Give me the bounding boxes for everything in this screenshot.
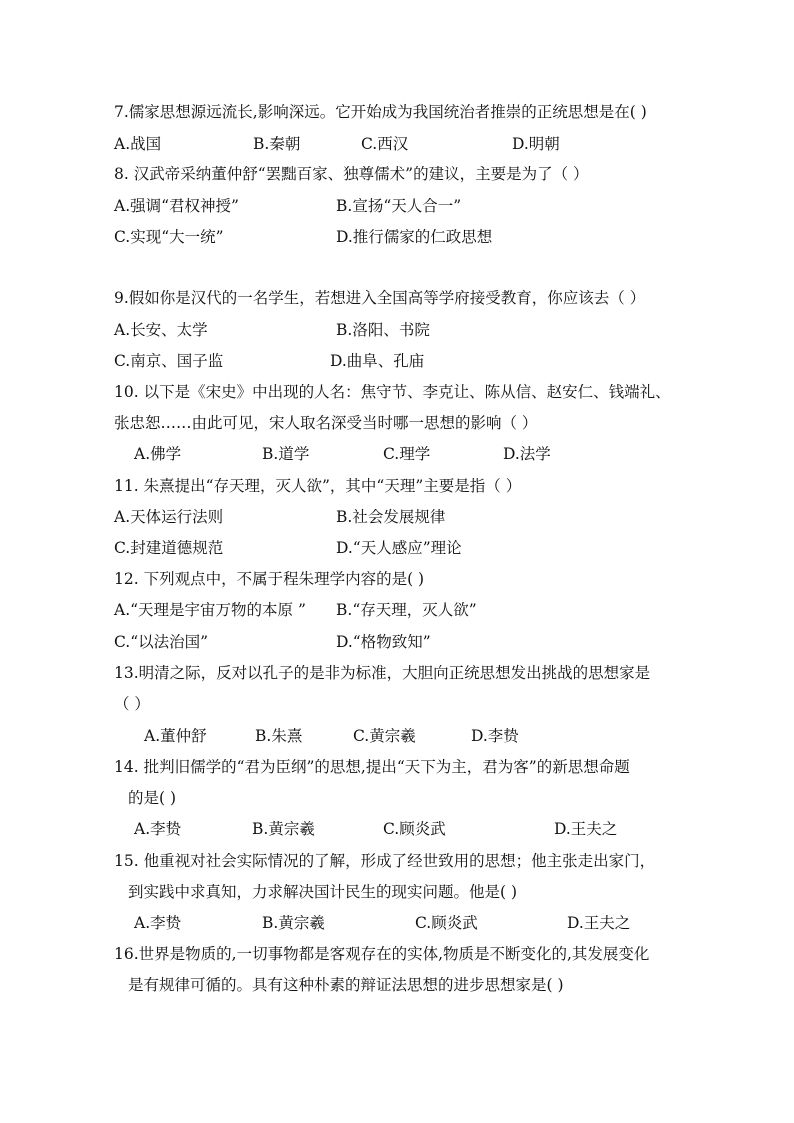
q9-stem: 9.假如你是汉代的一名学生，若想进入全国高等学府接受教育，你应该去（ ） — [114, 289, 646, 307]
q11-option-c[interactable]: C.封建道德规范 — [114, 539, 224, 557]
q11-option-d[interactable]: D.“天人感应”理论 — [336, 539, 462, 557]
q8-option-b[interactable]: B.宣扬“天人合一” — [336, 197, 462, 215]
q13-option-d[interactable]: D.李贽 — [471, 727, 519, 745]
q15-option-a[interactable]: A.李贽 — [134, 914, 182, 932]
q14-option-a[interactable]: A.李贽 — [134, 820, 182, 838]
q10-option-d[interactable]: D.法学 — [503, 445, 551, 463]
q13-option-b[interactable]: B.朱熹 — [255, 727, 303, 745]
q9-option-a[interactable]: A.长安、太学 — [114, 321, 208, 339]
q14-option-b[interactable]: B.黄宗羲 — [252, 820, 315, 838]
q10-option-b[interactable]: B.道学 — [262, 445, 310, 463]
q9-option-d[interactable]: D.曲阜、孔庙 — [330, 352, 425, 370]
q7-option-c[interactable]: C.西汉 — [361, 135, 409, 153]
q15-stem-line1: 15. 他重视对社会实际情况的了解，形成了经世致用的思想；他主张走出家门， — [114, 852, 656, 870]
q12-option-b[interactable]: B.“存天理，灭人欲” — [336, 601, 477, 619]
q14-stem-line2: 的是( ) — [128, 789, 177, 807]
q10-stem-line1: 10. 以下是《宋史》中出现的人名：焦守节、李克让、陈从信、赵安仁、钱端礼、 — [114, 383, 671, 401]
q9-option-c[interactable]: C.南京、国子监 — [114, 352, 224, 370]
q8-option-c[interactable]: C.实现“大一统” — [114, 228, 224, 246]
q10-option-a[interactable]: A.佛学 — [134, 445, 182, 463]
q10-option-c[interactable]: C.理学 — [383, 445, 431, 463]
q12-option-d[interactable]: D.“格物致知” — [336, 633, 431, 651]
q13-option-a[interactable]: A.董仲舒 — [144, 727, 207, 745]
q13-option-c[interactable]: C.黄宗羲 — [353, 727, 416, 745]
q12-stem: 12. 下列观点中，不属于程朱理学内容的是( ) — [114, 570, 425, 588]
q14-option-c[interactable]: C.顾炎武 — [383, 820, 446, 838]
q14-stem-line1: 14. 批判旧儒学的“君为臣纲”的思想,提出“天下为主，君为客”的新思想命题 — [114, 758, 630, 776]
q15-option-b[interactable]: B.黄宗羲 — [262, 914, 325, 932]
q11-option-a[interactable]: A.天体运行法则 — [114, 508, 224, 526]
q15-stem-line2: 到实践中求真知，力求解决国计民生的现实问题。他是( ) — [128, 883, 518, 901]
q11-option-b[interactable]: B.社会发展规律 — [336, 508, 446, 526]
q16-stem-line1: 16.世界是物质的,一切事物都是客观存在的实体,物质是不断变化的,其发展变化 — [114, 945, 650, 963]
q7-stem: 7.儒家思想源远流长,影响深远。它开始成为我国统治者推崇的正统思想是在( ) — [114, 103, 647, 121]
q8-stem: 8. 汉武帝采纳董仲舒“罢黜百家、独尊儒术”的建议，主要是为了（ ） — [114, 165, 589, 183]
q15-option-d[interactable]: D.王夫之 — [567, 914, 631, 932]
q7-option-b[interactable]: B.秦朝 — [253, 135, 301, 153]
q14-option-d[interactable]: D.王夫之 — [554, 820, 618, 838]
q11-stem: 11. 朱熹提出“存天理，灭人欲”，其中“天理”主要是指（ ） — [114, 477, 522, 495]
q12-option-c[interactable]: C.“以法治国” — [114, 633, 209, 651]
q13-stem-line1: 13.明清之际，反对以孔子的是非为标准，大胆向正统思想发出挑战的思想家是 — [114, 664, 651, 682]
q9-option-b[interactable]: B.洛阳、书院 — [336, 321, 430, 339]
q13-stem-line2: （ ） — [114, 695, 150, 713]
q16-stem-line2: 是有规律可循的。具有这种朴素的辩证法思想的进步思想家是( ) — [128, 976, 564, 994]
q7-option-d[interactable]: D.明朝 — [512, 135, 560, 153]
q12-option-a[interactable]: A.“天理是宇宙万物的本原 ” — [114, 601, 306, 619]
q10-stem-line2: 张忠恕……由此可见，宋人取名深受当时哪一思想的影响（ ） — [114, 414, 538, 432]
q7-option-a[interactable]: A.战国 — [114, 135, 162, 153]
q15-option-c[interactable]: C.顾炎武 — [415, 914, 478, 932]
q8-option-a[interactable]: A.强调“君权神授” — [114, 197, 239, 215]
q8-option-d[interactable]: D.推行儒家的仁政思想 — [336, 228, 493, 246]
